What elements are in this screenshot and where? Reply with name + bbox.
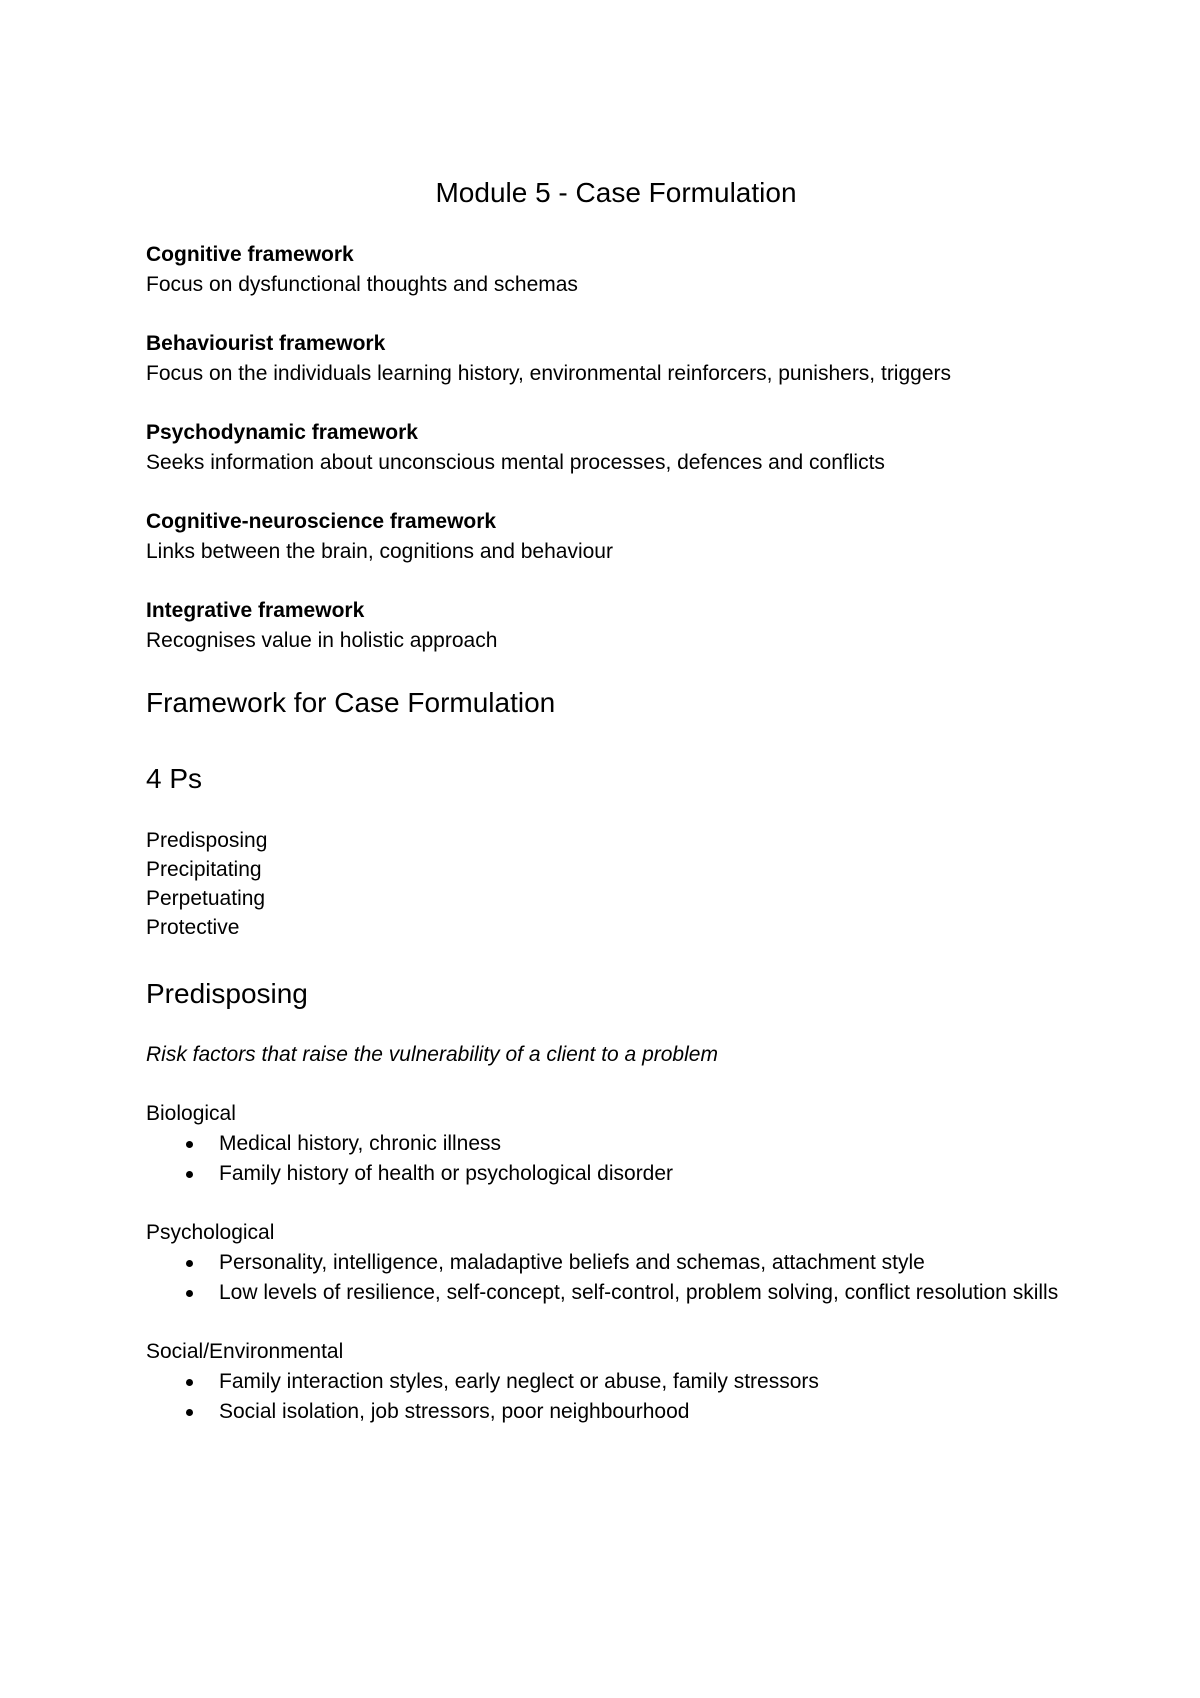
- predisposing-definition: Risk factors that raise the vulnerability of a client to a problem: [146, 1043, 718, 1066]
- four-ps-heading: 4 Ps: [146, 763, 203, 794]
- group-psychological: [146, 1218, 1086, 1308]
- framework-description: Focus on dysfunctional thoughts and schemas: [146, 273, 578, 296]
- framework-cognitive-neuroscience: [146, 507, 1086, 567]
- list-item-text: Medical history, chronic illness: [219, 1132, 502, 1155]
- group-title: Social/Environmental: [146, 1340, 344, 1363]
- bullet-list: [146, 1129, 1086, 1189]
- bullet-icon: [186, 1409, 193, 1416]
- bullet-list: [146, 1367, 1086, 1427]
- framework-name: Integrative framework: [146, 599, 365, 622]
- framework-description: Recognises value in holistic approach: [146, 629, 498, 652]
- document-page: [146, 176, 1086, 1456]
- group-social-environmental: [146, 1337, 1086, 1427]
- framework-heading: Framework for Case Formulation: [146, 687, 556, 718]
- list-item-text: Low levels of resilience, self-concept, self-control, problem solving, conflict resolution skills: [219, 1281, 1059, 1304]
- list-item: Perpetuating: [146, 887, 266, 910]
- framework-description: Seeks information about unconscious mental processes, defences and conflicts: [146, 451, 885, 474]
- four-ps-list: [146, 826, 1086, 942]
- list-item: Protective: [146, 916, 240, 939]
- list-item-text: Family interaction styles, early neglect or abuse, family stressors: [219, 1370, 819, 1393]
- list-item-text: Personality, intelligence, maladaptive beliefs and schemas, attachment style: [219, 1251, 925, 1274]
- list-item: [146, 1367, 1086, 1397]
- list-item: [146, 1159, 1086, 1189]
- list-item: Precipitating: [146, 858, 262, 881]
- predisposing-heading: Predisposing: [146, 978, 308, 1009]
- list-item: [146, 1129, 1086, 1159]
- bullet-icon: [186, 1260, 193, 1267]
- group-title: Biological: [146, 1102, 236, 1125]
- bullet-list: [146, 1248, 1086, 1308]
- list-item-text: Family history of health or psychological disorder: [219, 1162, 674, 1185]
- framework-name: Psychodynamic framework: [146, 421, 418, 444]
- bullet-icon: [186, 1290, 193, 1297]
- framework-name: Cognitive framework: [146, 243, 354, 266]
- bullet-icon: [186, 1171, 193, 1178]
- framework-cognitive: [146, 240, 1086, 300]
- framework-psychodynamic: [146, 418, 1086, 478]
- list-item: Predisposing: [146, 829, 268, 852]
- framework-integrative: [146, 596, 1086, 656]
- document-title: Module 5 - Case Formulation: [435, 177, 797, 208]
- framework-description: Links between the brain, cognitions and behaviour: [146, 540, 613, 563]
- group-title: Psychological: [146, 1221, 275, 1244]
- framework-description: Focus on the individuals learning history, environmental reinforcers, punishers, triggers: [146, 362, 952, 385]
- list-item: [146, 1278, 1086, 1308]
- framework-name: Cognitive-neuroscience framework: [146, 510, 497, 533]
- list-item: [146, 1248, 1086, 1278]
- list-item-text: Social isolation, job stressors, poor neighbourhood: [219, 1400, 690, 1423]
- bullet-icon: [186, 1141, 193, 1148]
- list-item: [146, 1397, 1086, 1427]
- framework-name: Behaviourist framework: [146, 332, 386, 355]
- bullet-icon: [186, 1379, 193, 1386]
- group-biological: [146, 1099, 1086, 1189]
- framework-behaviourist: [146, 329, 1086, 389]
